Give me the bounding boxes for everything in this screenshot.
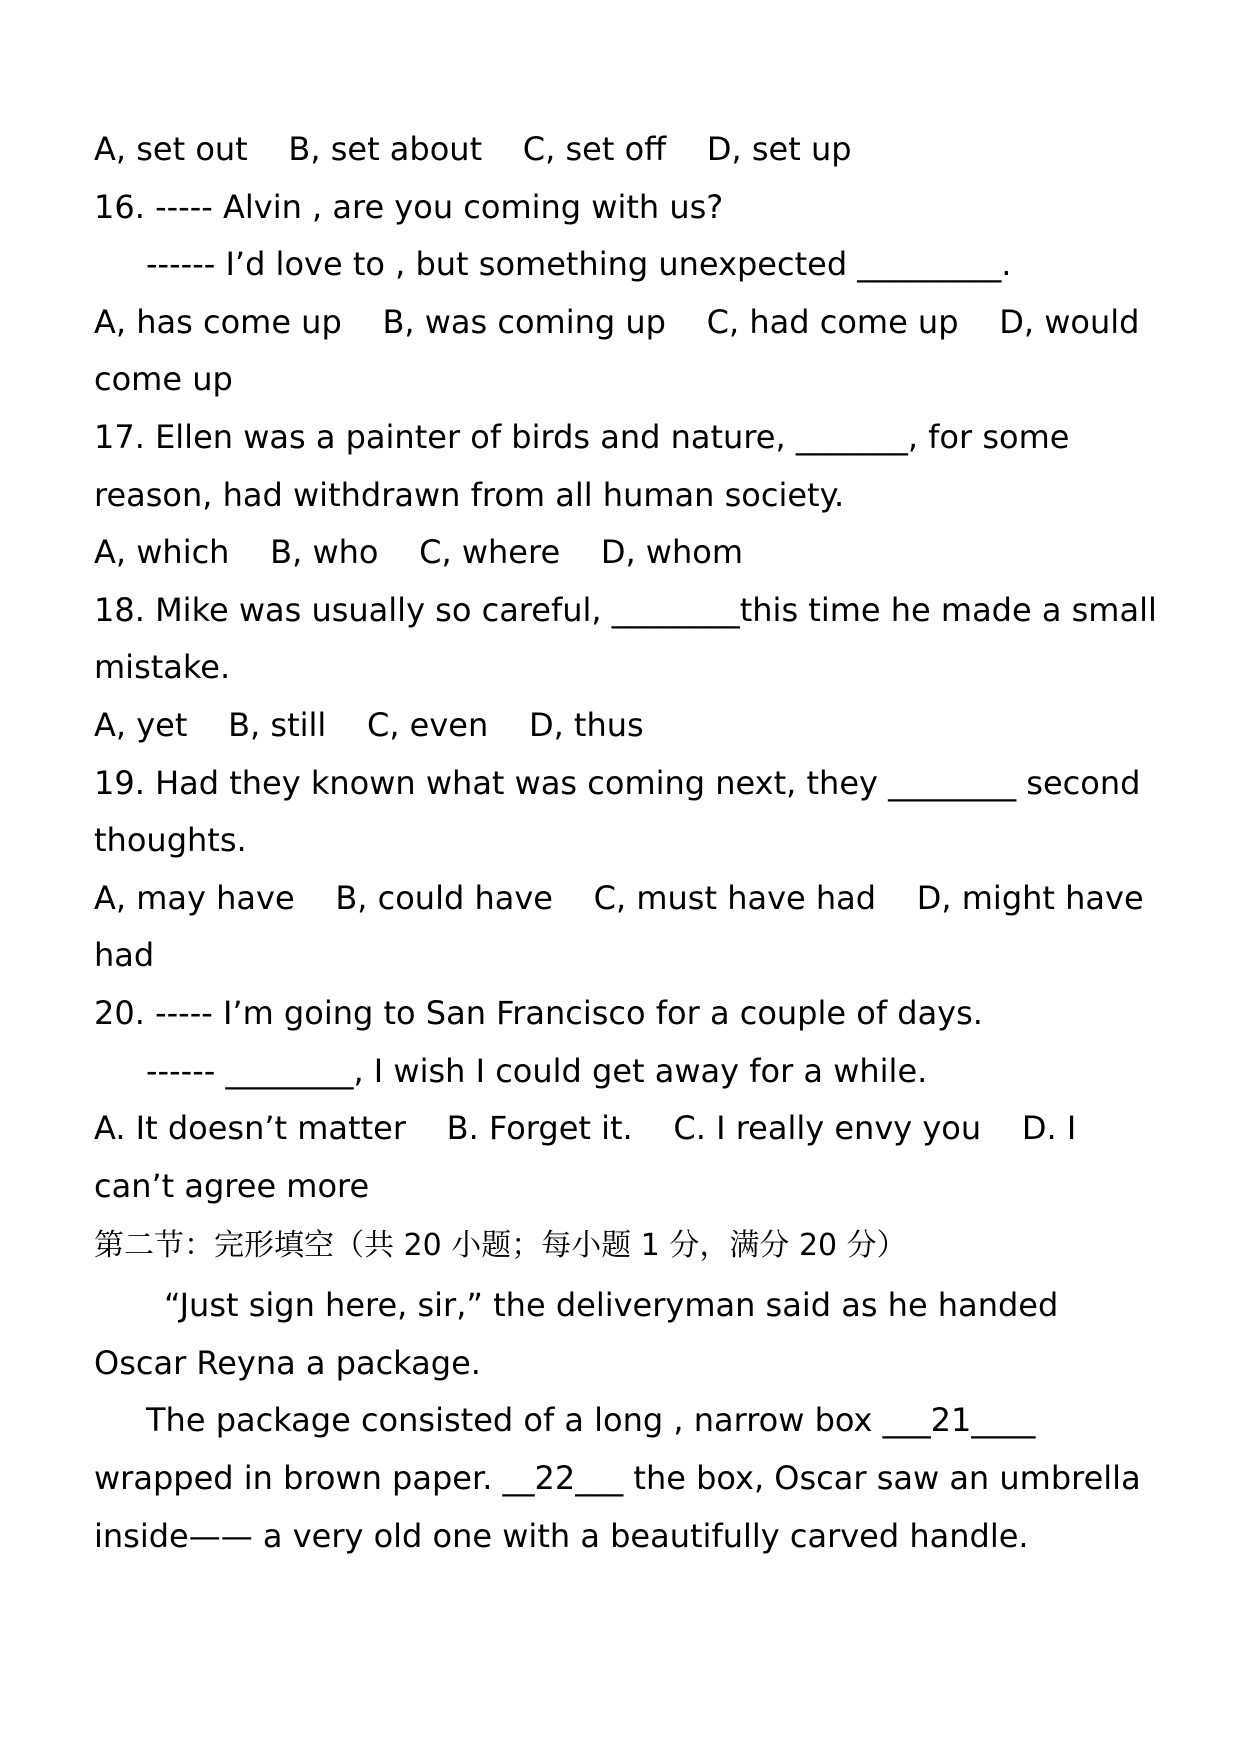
q20-prompt: 20. ----- I’m going to San Francisco for a couple of days.	[94, 993, 983, 1032]
q19-prompt: 19. Had they known what was coming next, they ________ second	[94, 763, 1141, 802]
q18-prompt: 18. Mike was usually so careful, ________this time he made a small	[94, 590, 1157, 629]
q17-prompt-cont: reason, had withdrawn from all human society.	[94, 475, 845, 514]
q18-options: A, yet B, still C, even D, thus	[94, 705, 644, 744]
q19-prompt-cont: thoughts.	[94, 821, 247, 860]
passage-line-3: The package consisted of a long , narrow box ___21____	[146, 1401, 1036, 1440]
q17-prompt: 17. Ellen was a painter of birds and nature, _______, for some	[94, 417, 1070, 456]
q16-prompt: 16. ----- Alvin , are you coming with us?	[94, 187, 724, 226]
q20-options: A. It doesn’t matter B. Forget it. C. I really envy you D. I	[94, 1109, 1077, 1148]
document-page	[94, 121, 1157, 1565]
q20-options-cont: can’t agree more	[94, 1166, 370, 1205]
q18-prompt-cont: mistake.	[94, 648, 231, 687]
q19-options-cont: had	[94, 936, 155, 975]
q15-options: A, set out B, set about C, set off D, set up	[94, 130, 852, 168]
passage-line-4: wrapped in brown paper. __22___ the box, Oscar saw an umbrella	[94, 1459, 1141, 1498]
q20-reply: ------ ________, I wish I could get away for a while.	[146, 1051, 928, 1090]
passage-line-5: inside—— a very old one with a beautifully carved handle.	[94, 1516, 1029, 1555]
q16-options: A, has come up B, was coming up C, had come up D, would	[94, 302, 1140, 341]
q19-options: A, may have B, could have C, must have had D, might have	[94, 878, 1144, 917]
passage-line-2: Oscar Reyna a package.	[94, 1343, 481, 1382]
passage-line-1: “Just sign here, sir,” the deliveryman said as he handed	[164, 1286, 1059, 1325]
q16-reply: ------ I’d love to , but something unexpected _________.	[146, 245, 1012, 284]
section-heading: 第二节：完形填空（共 20 小题；每小题 1 分，满分 20 分）	[94, 1228, 907, 1264]
q16-options-cont: come up	[94, 360, 233, 399]
q17-options: A, which B, who C, where D, whom	[94, 533, 743, 572]
